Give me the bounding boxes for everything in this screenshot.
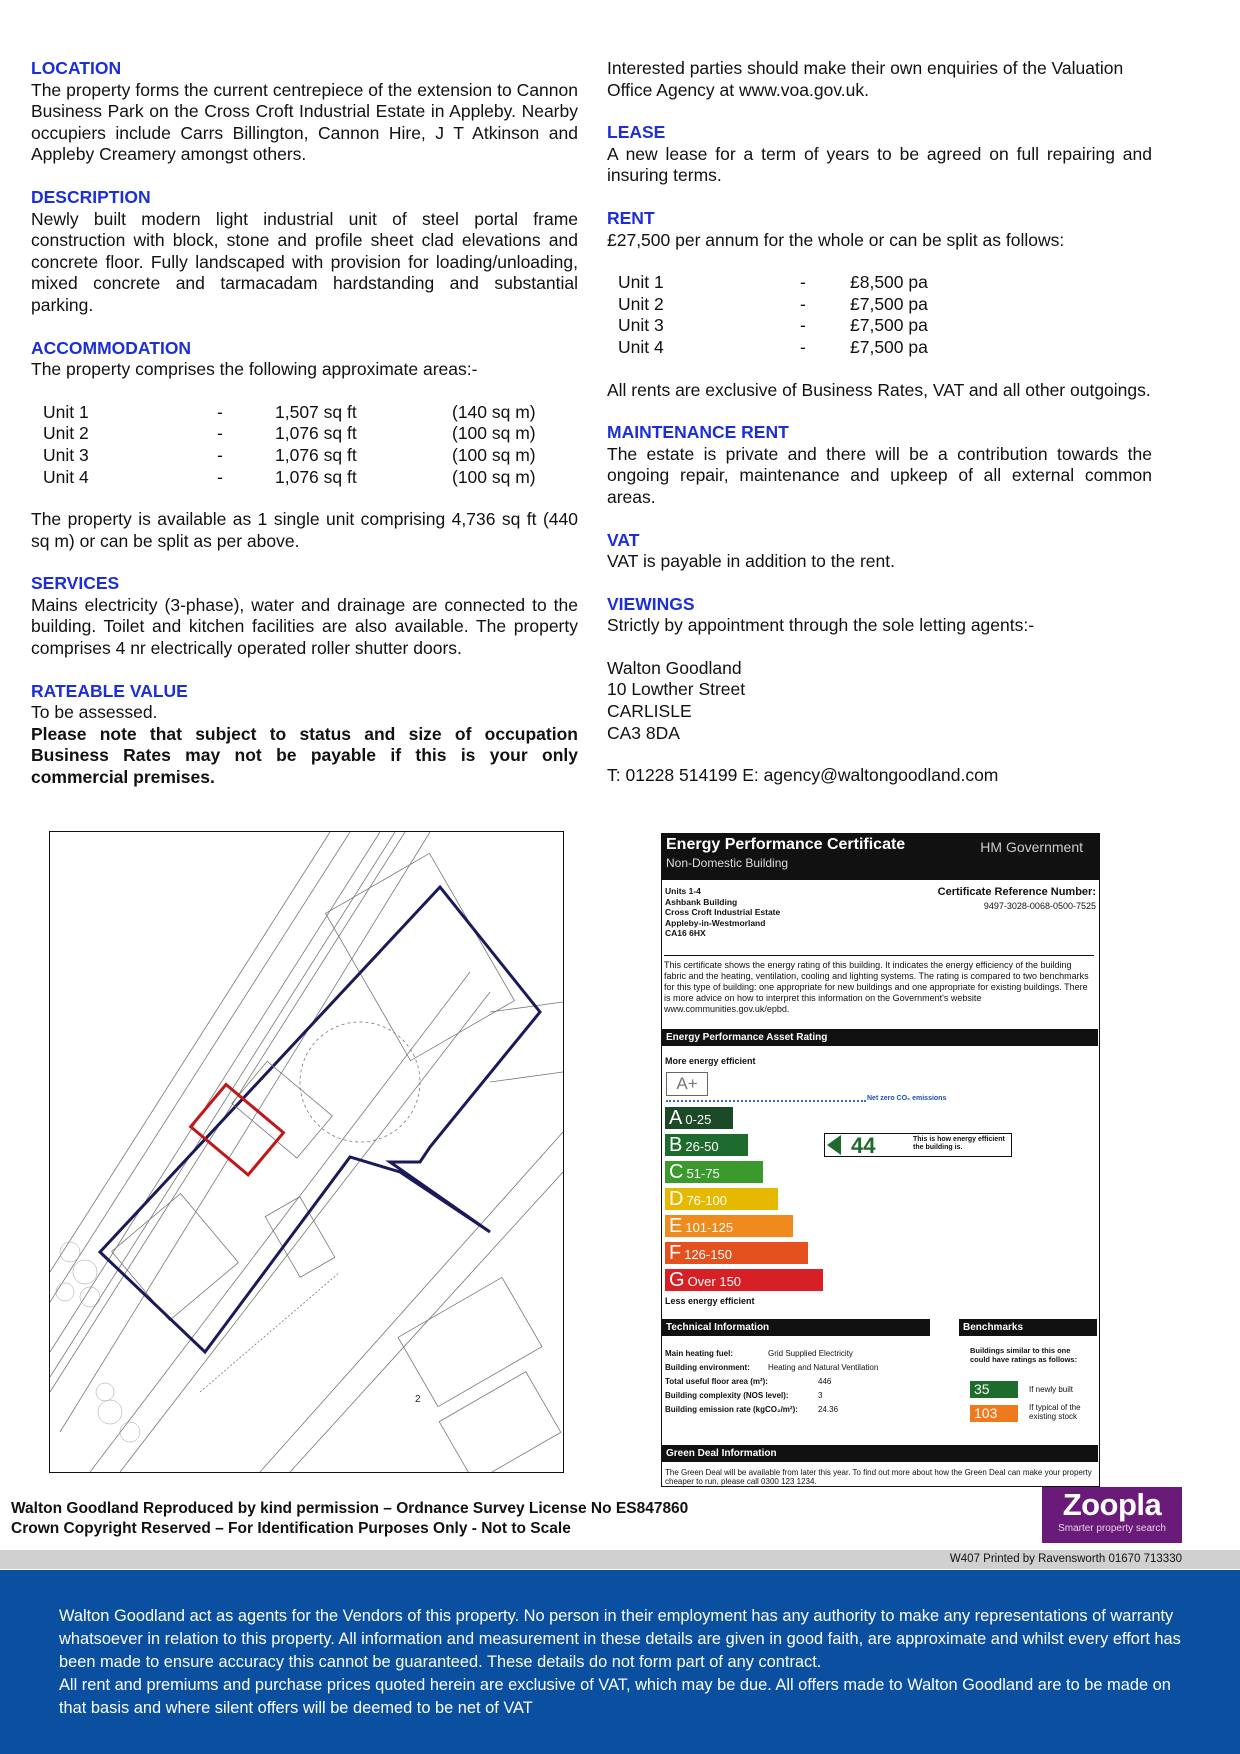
address-line: Units 1-4 [665, 886, 701, 896]
table-row [607, 337, 928, 359]
rateable-note: Please note that subject to status and size of occupation Business Rates may not be payable if this is your only commercial premises. [31, 723, 578, 788]
maintenance-heading: MAINTENANCE RENT [607, 422, 789, 443]
dash-cell: - [217, 401, 223, 422]
accommodation-intro: The property comprises the following approximate areas:- [31, 359, 478, 380]
epc-header [662, 834, 1099, 880]
services-text: Mains electricity (3-phase), water and drainage are connected to the building. Toilet and kitchen facilities are also available. The property comprises 4 nr electrically operated roller shutter doors. [31, 594, 578, 659]
accommodation-heading: ACCOMMODATION [31, 337, 192, 358]
less-efficient-label: Less energy efficient [665, 1296, 755, 1306]
band-letter: A [669, 1107, 683, 1129]
accommodation-table [31, 402, 536, 488]
benchmark-existing-label: If typical of the existing stock [1029, 1403, 1081, 1421]
benchmarks-bar: Benchmarks [959, 1319, 1097, 1336]
table-row [31, 467, 536, 489]
tech-row: Building emission rate (kgCO₂/m²): 24.36 [665, 1405, 839, 1414]
price-cell: £7,500 pa [850, 315, 928, 336]
zoopla-logo[interactable] [1042, 1487, 1182, 1543]
voa-paragraph: Interested parties should make their own enquiries of the Valuation Office Agency at www.voa.gov.uk. [607, 58, 1124, 100]
technical-info [665, 1347, 878, 1417]
hm-government-logo: HM Government [980, 839, 1083, 855]
vat-heading: VAT [607, 529, 640, 550]
band-range: 51-75 [686, 1166, 720, 1181]
zoopla-wordmark: Zoopla [1062, 1487, 1162, 1522]
services-heading: SERVICES [31, 573, 120, 594]
viewings-heading: VIEWINGS [607, 593, 695, 614]
band-letter: G [669, 1269, 685, 1291]
site-plan-map [49, 831, 564, 1473]
benchmark-existing-badge: 103 [970, 1405, 1018, 1422]
band-range: 101-125 [685, 1220, 734, 1235]
benchmark-new-label: If newly built [1029, 1385, 1074, 1394]
dash-cell: - [800, 315, 806, 336]
band-range: 126-150 [684, 1247, 732, 1262]
disclaimer-paragraph-1: Walton Goodland act as agents for the Vendors of this property. No person in their employment has any authority to make any representations of warranty whatsoever in relation to this property. All information and measurement in these details are given in good faith, are approximate and whilst every effort has been made to ensure accuracy this cannot be guaranteed. These details do not form part of any contract. [59, 1607, 1181, 1671]
technical-info-bar: Technical Information [662, 1319, 930, 1336]
sqm-cell: (140 sq m) [452, 401, 536, 422]
table-row [607, 272, 928, 294]
location-heading: LOCATION [31, 58, 122, 78]
caption-line-2: Crown Copyright Reserved – For Identification Purposes Only - Not to Scale [11, 1520, 571, 1537]
table-row [31, 423, 536, 445]
net-zero-line [666, 1100, 866, 1102]
rating-text: This is how energy efficient the building is. [913, 1136, 1005, 1151]
rateable-text: To be assessed. [31, 702, 158, 723]
lease-text: A new lease for a term of years to be agreed on full repairing and insuring terms. [607, 143, 1152, 186]
rent-heading: RENT [607, 207, 655, 228]
band-e [665, 1215, 793, 1237]
band-range: Over 150 [687, 1274, 742, 1289]
cert-ref-label: Certificate Reference Number: [937, 886, 1096, 898]
address-line: Ashbank Building [665, 896, 738, 907]
unit-cell: Unit 3 [618, 315, 664, 336]
cert-ref-number: 9497-3028-0068-0500-7525 [983, 901, 1096, 911]
green-deal-bar: Green Deal Information [662, 1445, 1098, 1462]
description-section [31, 187, 578, 317]
printer-credit: W407 Printed by Ravensworth 01670 713330 [949, 1553, 1182, 1565]
agent-postcode: CA3 8DA [607, 722, 680, 743]
band-d [665, 1188, 778, 1210]
rating-value: 44 [851, 1133, 876, 1158]
caption-line-1: Walton Goodland Reproduced by kind permission – Ordnance Survey License No ES847860 [11, 1500, 689, 1517]
band-letter: C [669, 1161, 684, 1183]
band-f [665, 1242, 808, 1264]
table-row [607, 315, 928, 337]
band-range: 76-100 [686, 1193, 727, 1208]
band-range: 0-25 [685, 1112, 712, 1127]
plan-caption [11, 1499, 688, 1539]
dash-cell: - [800, 293, 806, 314]
accommodation-note: The property is available as 1 single unit comprising 4,736 sq ft (440 sq m) or can be split as per above. [31, 509, 578, 551]
band-range: 26-50 [685, 1139, 719, 1154]
agent-name: Walton Goodland [607, 657, 742, 678]
location-section [31, 58, 578, 166]
net-zero-label: Net zero CO₂ emissions [867, 1095, 947, 1102]
vat-section [607, 530, 1152, 573]
table-row [31, 445, 536, 467]
epc-subtitle: Non-Domestic Building [666, 856, 789, 870]
unit-cell: Unit 2 [43, 423, 89, 444]
sqft-cell: 1,076 sq ft [275, 444, 357, 465]
unit-cell: Unit 4 [618, 336, 664, 357]
units-outline [191, 1085, 284, 1175]
unit-cell: Unit 4 [43, 466, 89, 487]
a-plus-band: A+ [666, 1072, 708, 1096]
asset-rating-bar: Energy Performance Asset Rating [662, 1029, 1098, 1046]
address-line: CA16 6HX [665, 928, 706, 938]
band-c [665, 1161, 763, 1183]
band-letter: F [669, 1242, 682, 1264]
tech-row: Building environment: Heating and Natural Ventilation [665, 1363, 879, 1372]
services-section [31, 573, 578, 659]
description-heading: DESCRIPTION [31, 186, 151, 207]
location-text: The property forms the current centrepiece of the extension to Cannon Business Park on the Cross Croft Industrial Estate in Appleby. Nearby occupiers include Carrs Billington, Cannon Hire, J T Atkinson and Appleby Creamery amongst others. [31, 79, 578, 165]
rent-intro: £27,500 per annum for the whole or can be split as follows: [607, 229, 1065, 250]
dash-cell: - [217, 466, 223, 487]
unit-cell: Unit 3 [43, 444, 89, 465]
sqft-cell: 1,507 sq ft [275, 401, 357, 422]
band-letter: D [669, 1188, 684, 1210]
band-b [665, 1134, 748, 1156]
agent-street: 10 Lowther Street [607, 679, 746, 700]
price-cell: £7,500 pa [850, 336, 928, 357]
unit-cell: Unit 2 [618, 293, 664, 314]
rateable-section [31, 681, 578, 789]
description-text: Newly built modern light industrial unit of steel portal frame construction with block, stone and profile sheet clad elevations and concrete floor. Fully landscaped with provision for loading/unloading, mixed concrete and tarmacadam hardstanding and substantial parking. [31, 208, 578, 315]
dash-cell: - [217, 444, 223, 465]
tech-row: Total useful floor area (m²): 446 [665, 1377, 832, 1386]
agent-town: CARLISLE [607, 701, 692, 722]
unit-cell: Unit 1 [618, 272, 664, 293]
green-deal-text: The Green Deal will be available from later this year. To find out more about how the Green Deal can make your property cheaper to run, please call 0300 123 1234. [665, 1468, 1092, 1486]
site-plan-drawing [50, 832, 563, 1472]
sqft-cell: 1,076 sq ft [275, 423, 357, 444]
band-letter: E [669, 1215, 683, 1237]
sqm-cell: (100 sq m) [452, 466, 536, 487]
unit-cell: Unit 1 [43, 401, 89, 422]
sqm-cell: (100 sq m) [452, 444, 536, 465]
maintenance-section [607, 422, 1152, 508]
dash-cell: - [800, 272, 806, 293]
band-letter: B [669, 1134, 683, 1156]
address-line: Appleby-in-Westmorland [665, 917, 766, 928]
epc-certificate [661, 833, 1100, 1487]
footer-disclaimer [59, 1605, 1184, 1720]
maintenance-text: The estate is private and there will be a contribution towards the ongoing repair, maintenance and upkeep of all external common areas. [607, 443, 1152, 507]
address-line: Cross Croft Industrial Estate [665, 907, 781, 917]
tech-row: Building complexity (NOS level): 3 [665, 1391, 823, 1400]
table-row [607, 294, 928, 316]
more-efficient-label: More energy efficient [665, 1056, 756, 1066]
left-column [31, 58, 578, 810]
band-a [665, 1107, 733, 1129]
rent-table [607, 272, 928, 358]
viewings-section [607, 594, 1152, 787]
benchmark-intro: Buildings similar to this one could have ratings as follows: [970, 1346, 1078, 1364]
accommodation-section [31, 338, 578, 553]
table-row [31, 402, 536, 424]
price-cell: £7,500 pa [850, 293, 928, 314]
zoopla-tagline: Smarter property search [1058, 1523, 1166, 1534]
agent-contact: T: 01228 514199 E: agency@waltongoodland.com [607, 765, 999, 786]
sqm-cell: (100 sq m) [452, 423, 536, 444]
rent-note: All rents are exclusive of Business Rates, VAT and all other outgoings. [607, 379, 1151, 400]
lease-heading: LEASE [607, 122, 666, 143]
rating-indicator [824, 1133, 1012, 1157]
benchmark-new-badge: 35 [970, 1381, 1018, 1398]
epc-description: This certificate shows the energy rating of this building. It indicates the energy efficiency of the building fabric and the heating, ventilation, cooling and lighting systems. The rating is compared to two benchmarks for this type of building: one appropriate for new buildings and one appropriate for existing buildings. There is more advice on how to interpret this information on the Government's website www.communities.gov.uk/epbd. [664, 955, 1094, 1015]
vat-text: VAT is payable in addition to the rent. [607, 551, 895, 572]
epc-address [665, 886, 780, 939]
dash-cell: - [217, 423, 223, 444]
disclaimer-paragraph-2: All rent and premiums and purchase prices quoted herein are exclusive of VAT, which may be due. All offers made to Walton Goodland are to be made on that basis and where silent offers will be deemed to be net of VAT [59, 1676, 1171, 1717]
viewings-text: Strictly by appointment through the sole letting agents:- [607, 615, 1035, 636]
plan-plot-number: 2 [415, 1394, 421, 1405]
rateable-heading: RATEABLE VALUE [31, 680, 188, 701]
tech-row: Main heating fuel: Grid Supplied Electricity [665, 1349, 853, 1358]
rent-section [607, 208, 1152, 401]
price-cell: £8,500 pa [850, 272, 928, 293]
sqft-cell: 1,076 sq ft [275, 466, 357, 487]
site-boundary [100, 887, 540, 1352]
rating-arrow-icon [827, 1135, 841, 1155]
dash-cell: - [800, 336, 806, 357]
epc-title: Energy Performance Certificate [666, 836, 906, 853]
right-column [607, 58, 1152, 808]
lease-section [607, 122, 1152, 187]
band-g [665, 1269, 823, 1291]
